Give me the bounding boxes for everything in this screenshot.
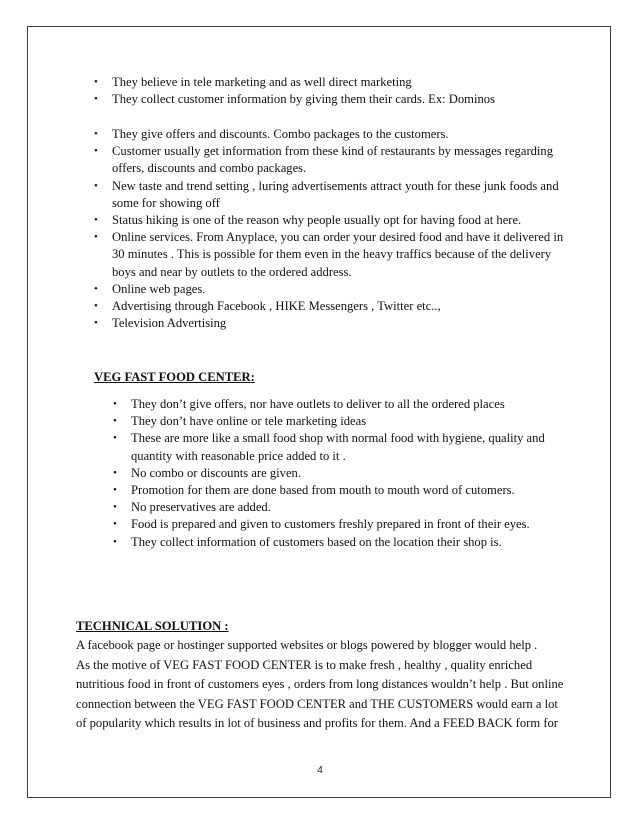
bullet-list-marketing (94, 74, 572, 108)
list-item-line: No preservatives are added. (131, 500, 271, 515)
bullet-icon: • (94, 317, 98, 330)
technical-solution-paragraph (76, 636, 576, 734)
list-item-line: boys and near by outlets to the ordered address. (112, 264, 352, 279)
bullet-icon: • (94, 214, 98, 227)
paragraph-line: of popularity which results in lot of business and profits for them. And a FEED BACK form for (76, 716, 558, 730)
paragraph-line: As the motive of VEG FAST FOOD CENTER is to make fresh , healthy , quality enriched (76, 657, 533, 672)
bullet-icon: • (94, 282, 98, 295)
list-item-line: They don’t give offers, nor have outlets to deliver to all the ordered places (131, 397, 505, 411)
veg-fast-food-heading: VEG FAST FOOD CENTER: (94, 370, 255, 384)
bullet-list-veg-center (113, 396, 571, 551)
list-item (113, 516, 571, 533)
list-item (94, 281, 572, 298)
list-item (94, 212, 572, 229)
list-item (94, 74, 572, 91)
list-item (94, 126, 572, 143)
list-item-line: Customer usually get information from these kind of restaurants by messages regarding (112, 144, 554, 159)
list-item-line: Online services. From Anyplace, you can order your desired food and have it delivered in (112, 230, 564, 245)
list-item-line: They collect information of customers based on the location their shop is. (131, 534, 502, 549)
list-item-line: They give offers and discounts. Combo packages to the customers. (112, 127, 449, 141)
bullet-icon: • (94, 93, 98, 106)
list-item (94, 315, 572, 332)
bullet-icon: • (113, 415, 117, 428)
bullet-icon: • (113, 398, 117, 410)
bullet-icon: • (113, 518, 117, 531)
list-item-line: Status hiking is one of the reason why people usually opt for having food at here. (112, 213, 522, 228)
list-item (113, 534, 571, 551)
list-item (113, 430, 571, 464)
technical-solution-heading: TECHNICAL SOLUTION : (76, 619, 229, 633)
bullet-icon: • (94, 145, 98, 158)
list-item (113, 499, 571, 516)
list-item (94, 298, 572, 315)
list-item-line: These are more like a small food shop with normal food with hygiene, quality and (131, 431, 545, 446)
list-item-line: quantity with reasonable price added to it . (131, 448, 346, 463)
bullet-icon: • (113, 501, 117, 514)
bullet-icon: • (94, 76, 98, 88)
list-item-line: New taste and trend setting , luring advertisements attract youth for these junk foods and (112, 178, 559, 193)
list-item-line: No combo or discounts are given. (131, 465, 301, 480)
list-item-line: 30 minutes . This is possible for them even in the heavy traffics because of the delivery (112, 247, 552, 262)
list-item (94, 91, 572, 108)
list-item-line: They believe in tele marketing and as well direct marketing (112, 75, 412, 89)
list-item-line: offers, discounts and combo packages. (112, 161, 307, 176)
bullet-icon: • (94, 179, 98, 192)
bullet-icon: • (113, 535, 117, 548)
bullet-list-fast-food-practices (94, 126, 572, 332)
paragraph-line: connection between the VEG FAST FOOD CENTER and THE CUSTOMERS would earn a lot (76, 696, 558, 711)
list-item-line: They collect customer information by giving them their cards. Ex: Dominos (112, 92, 495, 107)
list-item-line: Promotion for them are done based from mouth to mouth word of cutomers. (131, 483, 515, 498)
list-item-line: Advertising through Facebook , HIKE Messengers , Twitter etc.., (112, 299, 441, 314)
list-item (113, 465, 571, 482)
list-item (94, 143, 572, 177)
bullet-icon: • (113, 432, 117, 445)
bullet-icon: • (94, 128, 98, 140)
bullet-icon: • (94, 300, 98, 313)
bullet-icon: • (94, 231, 98, 244)
list-item (94, 178, 572, 212)
list-item-line: They don’t have online or tele marketing ideas (131, 414, 367, 429)
list-item-line: Television Advertising (112, 316, 227, 331)
list-item-line: some for showing off (112, 195, 220, 210)
bullet-icon: • (113, 466, 117, 479)
list-item (94, 229, 572, 281)
paragraph-line: A facebook page or hostinger supported websites or blogs powered by blogger would help . (76, 638, 538, 652)
list-item (113, 482, 571, 499)
paragraph-line: nutritious food in front of customers eyes , orders from long distances wouldn’t help . But online (76, 677, 564, 691)
list-item-line: Online web pages. (112, 281, 206, 296)
list-item (113, 396, 571, 413)
bullet-icon: • (113, 484, 117, 497)
list-item (113, 413, 571, 430)
list-item-line: Food is prepared and given to customers freshly prepared in front of their eyes. (131, 517, 530, 532)
page-number: 4 (317, 765, 323, 776)
